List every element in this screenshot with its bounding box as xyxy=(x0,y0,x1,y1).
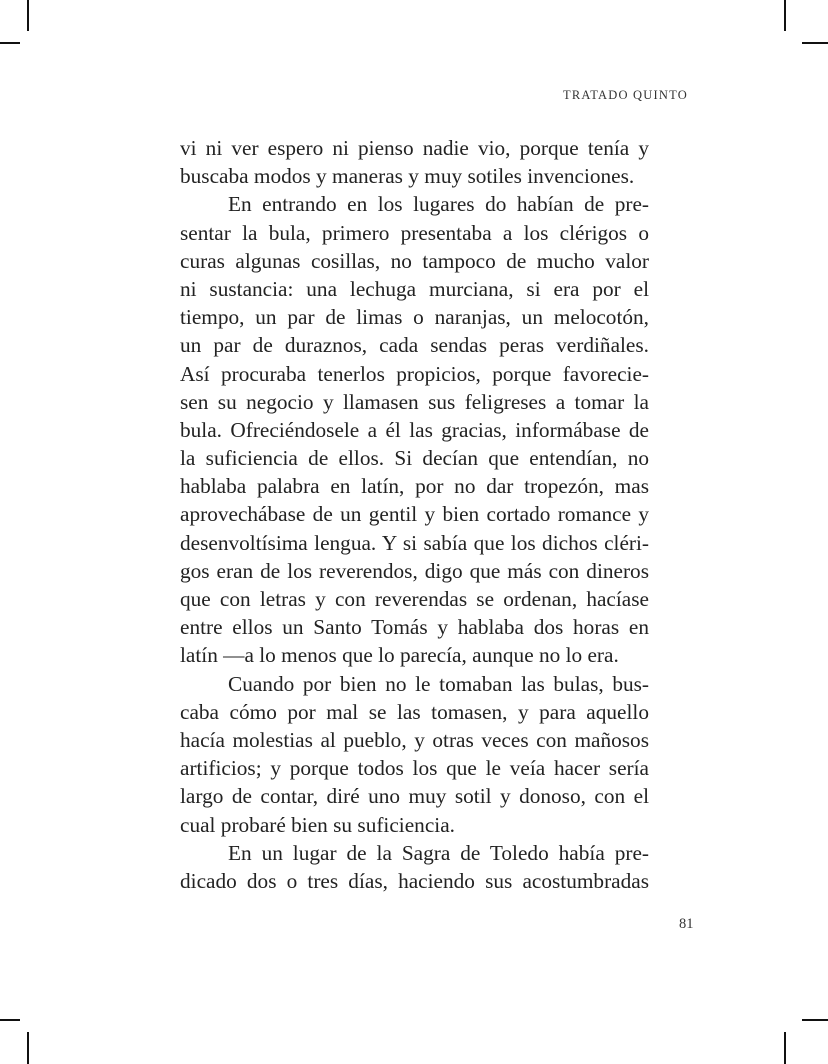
body-text xyxy=(180,134,649,895)
crop-mark-top-left-vertical xyxy=(27,0,29,31)
text-line: vi ni ver espero ni pienso nadie vio, porque tenía y xyxy=(180,136,649,160)
text-line: dicado dos o tres días, haciendo sus acostumbradas xyxy=(180,868,649,893)
crop-mark-bottom-left-vertical xyxy=(27,1032,29,1064)
crop-mark-top-right-vertical xyxy=(784,0,786,31)
text-line: ni sustancia: una lechuga murciana, si era por el xyxy=(180,276,649,301)
crop-mark-top-left-horizontal xyxy=(0,42,20,44)
text-line: que con letras y con reverendas se ordenan, hacíase xyxy=(180,587,649,611)
crop-mark-bottom-left-horizontal xyxy=(0,1019,20,1021)
page-number: 81 xyxy=(679,916,694,932)
text-line: entre ellos un Santo Tomás y hablaba dos horas en xyxy=(180,615,649,640)
text-line: hablaba palabra en latín, por no dar tropezón, mas xyxy=(180,474,649,499)
text-line: latín —a lo menos que lo parecía, aunque no lo era. xyxy=(180,643,619,668)
text-line: Cuando por bien no le tomaban las bulas, bus- xyxy=(228,671,649,696)
text-line: En entrando en los lugares do habían de pre- xyxy=(228,192,649,217)
crop-mark-bottom-right-horizontal xyxy=(802,1019,828,1021)
text-line: sen su negocio y llamasen sus feligreses a tomar la xyxy=(180,389,649,414)
text-line: cual probaré bien su suficiencia. xyxy=(180,812,455,837)
crop-mark-top-right-horizontal xyxy=(802,42,828,44)
text-line: En un lugar de la Sagra de Toledo había pre- xyxy=(228,840,649,865)
text-line: gos eran de los reverendos, digo que más con dineros xyxy=(180,558,649,583)
text-line: largo de contar, diré uno muy sotil y donoso, con el xyxy=(180,784,649,809)
crop-mark-bottom-right-vertical xyxy=(784,1032,786,1064)
text-line: aprovechábase de un gentil y bien cortado romance y xyxy=(180,502,649,527)
text-line: Así procuraba tenerlos propicios, porque favorecie- xyxy=(180,361,649,386)
text-line: sentar la bula, primero presentaba a los clérigos o xyxy=(180,220,649,245)
text-line: buscaba modos y maneras y muy sotiles invenciones. xyxy=(180,164,635,189)
text-line: curas algunas cosillas, no tampoco de mucho valor xyxy=(180,248,649,273)
text-line: desenvoltísima lengua. Y si sabía que los dichos cléri- xyxy=(180,530,649,555)
text-line: artificios; y porque todos los que le veía hacer sería xyxy=(180,756,649,781)
text-line: bula. Ofreciéndosele a él las gracias, informábase de xyxy=(180,417,649,442)
text-line: tiempo, un par de limas o naranjas, un melocotón, xyxy=(180,305,649,330)
text-line: un par de duraznos, cada sendas peras verdiñales. xyxy=(180,333,649,358)
running-head: TRATADO QUINTO xyxy=(563,88,688,102)
text-line: caba cómo por mal se las tomasen, y para aquello xyxy=(180,699,649,724)
text-line: hacía molestias al pueblo, y otras veces con mañosos xyxy=(180,727,649,752)
text-line: la suficiencia de ellos. Si decían que entendían, no xyxy=(180,446,649,471)
